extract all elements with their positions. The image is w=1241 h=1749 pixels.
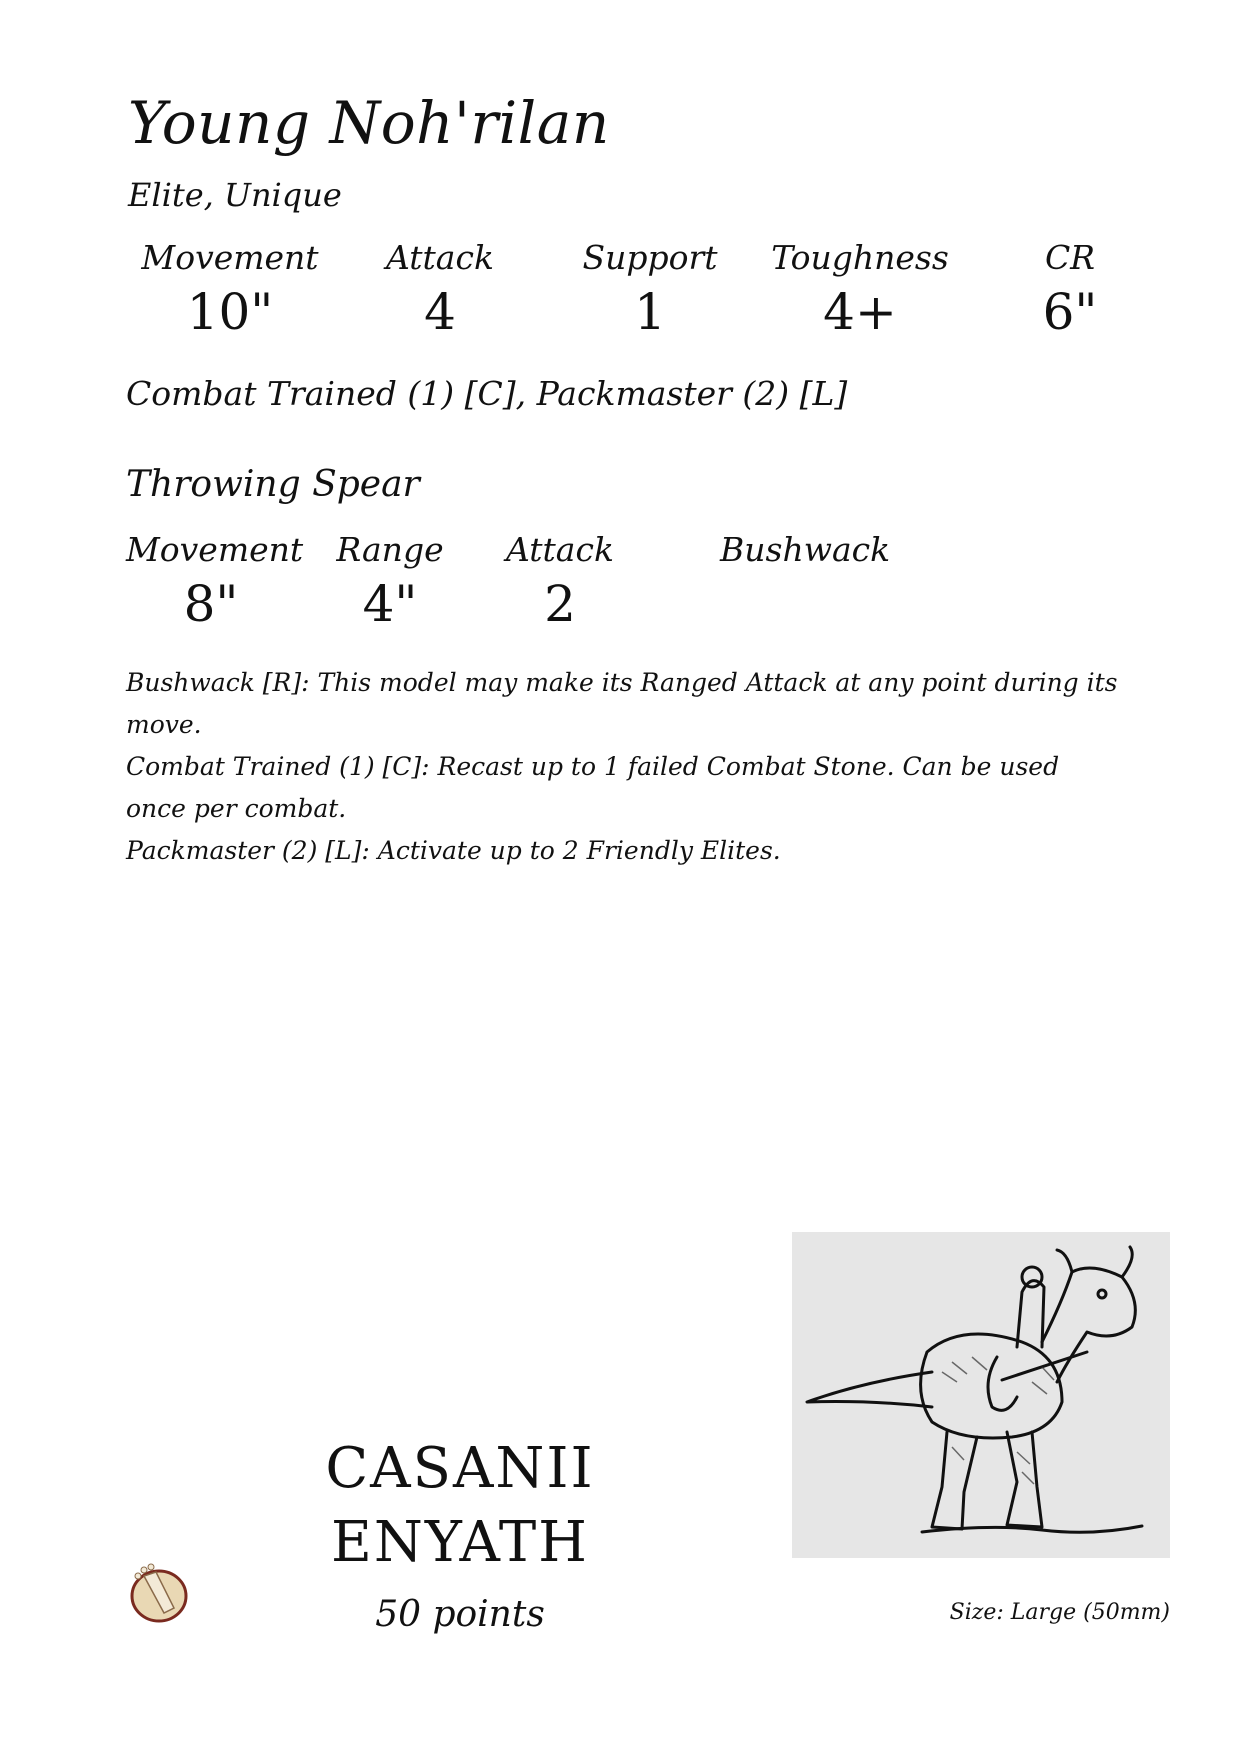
rules-text xyxy=(126,662,1126,872)
faction-line-2: ENYATH xyxy=(330,1510,590,1575)
stat-value: 4+ xyxy=(823,283,897,341)
faction-name xyxy=(300,1432,620,1580)
unit-name: Young Noh'rilan xyxy=(128,89,610,157)
dinosaur-rider-illustration xyxy=(792,1232,1170,1558)
weapon-stat-value: 4" xyxy=(362,575,418,633)
weapon-stat-label: Range xyxy=(336,530,444,569)
stat-label: Support xyxy=(582,238,718,277)
stat-value: 4 xyxy=(424,283,456,341)
faction-emblem-icon xyxy=(124,1558,190,1624)
weapon-stat-value: 2 xyxy=(544,575,576,633)
weapon-stat-attack xyxy=(500,530,620,636)
weapon-stat-special xyxy=(720,530,890,572)
faction-line-1: CASANII xyxy=(325,1436,595,1501)
stat-value: 6" xyxy=(1042,283,1098,341)
stat-value: 1 xyxy=(634,283,666,341)
weapon-stat-label: Attack xyxy=(506,530,614,569)
stat-label: Movement xyxy=(141,238,319,277)
rule-bushwack: Bushwack [R]: This model may make its Ranged Attack at any point during its move. xyxy=(126,668,1118,739)
weapon-stat-movement xyxy=(126,530,304,636)
stat-label: CR xyxy=(1044,238,1096,277)
rule-combat-trained: Combat Trained (1) [C]: Recast up to 1 failed Combat Stone. Can be used once per combat. xyxy=(126,752,1060,823)
stat-label: Attack xyxy=(386,238,494,277)
stat-support xyxy=(550,238,750,344)
weapon-name: Throwing Spear xyxy=(126,464,420,505)
base-size: Size: Large (50mm) xyxy=(949,1600,1170,1625)
abilities-summary: Combat Trained (1) [C], Packmaster (2) [L] xyxy=(126,374,848,413)
weapon-stat-range xyxy=(330,530,450,636)
stat-cr xyxy=(970,238,1170,344)
stat-label: Toughness xyxy=(771,238,949,277)
unit-keywords: Elite, Unique xyxy=(128,176,342,214)
stat-attack xyxy=(340,238,540,344)
stat-movement xyxy=(130,238,330,344)
stat-value: 10" xyxy=(186,283,274,341)
rule-packmaster: Packmaster (2) [L]: Activate up to 2 Friendly Elites. xyxy=(126,836,781,865)
weapon-stat-label: Movement xyxy=(126,530,304,569)
stat-toughness xyxy=(760,238,960,344)
points-cost: 50 points xyxy=(375,1594,545,1635)
weapon-stat-label: Bushwack xyxy=(720,530,891,569)
weapon-stat-value: 8" xyxy=(183,575,239,633)
